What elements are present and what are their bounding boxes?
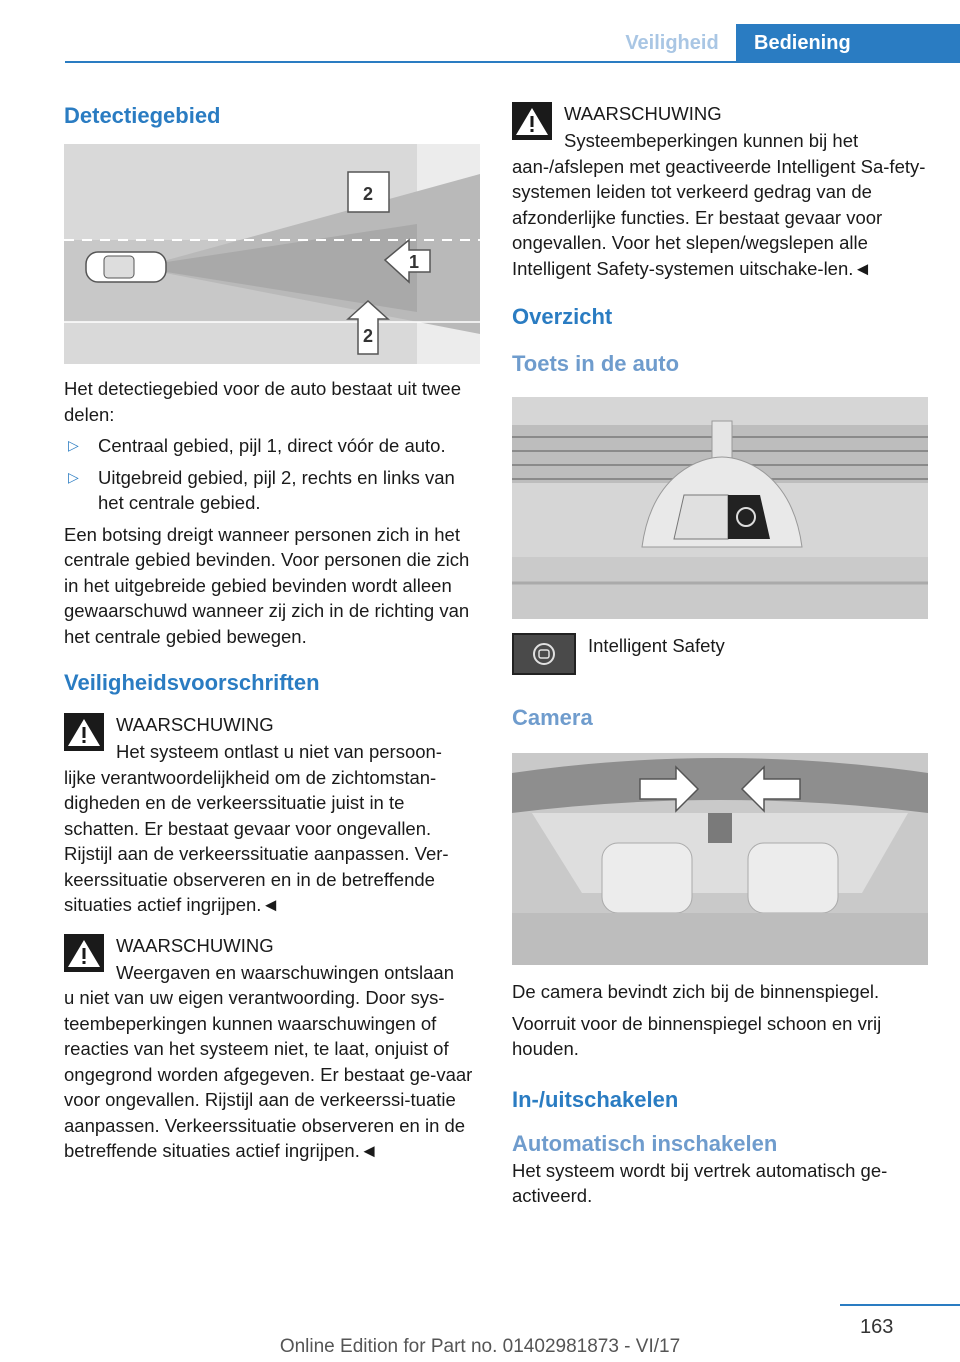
arrow1-label: 1 bbox=[408, 252, 420, 272]
heading-veiligheidsvoorschriften: Veiligheidsvoorschriften bbox=[64, 670, 320, 695]
detection-intro: Het detectiegebied voor de auto bestaat uit twee delen: bbox=[64, 378, 461, 425]
camera-paragraph-2: Voorruit voor de binnenspiegel schoon en vrij houden. bbox=[512, 1012, 882, 1059]
list-item: ▷ Centraal gebied, pijl 1, direct vóór de auto. bbox=[64, 433, 480, 459]
edition-line: Online Edition for Part no. 01402981873 - VI/17 bbox=[279, 1336, 681, 1357]
triangle-bullet-icon: ▷ bbox=[68, 437, 79, 453]
subheading-toets: Toets in de auto bbox=[512, 351, 680, 376]
intelligent-safety-button-icon bbox=[512, 633, 576, 675]
detection-paragraph: Een botsing dreigt wanneer personen zich in het centrale gebied bevinden. Voor personen die zich in het uitgebreide gebied bevinden wordt alleen gewaarschuwd wanneer zij zich in de richting van het centrale gebied bewegen. bbox=[64, 523, 470, 647]
warning-title: WAARSCHUWING bbox=[116, 934, 274, 956]
warning-text-rest: aan-/afslepen met geactiveerde Intelligent Sa-fety-systemen leiden tot verkeerd gedrag van de afzonderlijke functies. Er bestaat gevaar voor ongevallen. Voor het slepen/wegslepen alle Intelligent Safety-systemen uitschake-len.◄ bbox=[512, 155, 926, 279]
warning-triangle-icon bbox=[64, 713, 104, 751]
header-tab-veiligheid[interactable]: Veiligheid bbox=[625, 32, 719, 54]
camera-paragraph-1: De camera bevindt zich bij de binnenspiegel. bbox=[512, 981, 880, 1002]
warning-text-first: Weergaven en waarschuwingen ontslaan bbox=[116, 961, 455, 983]
warning-block-2 bbox=[64, 932, 480, 1164]
button-in-car-figure bbox=[512, 397, 928, 619]
heading-detectiegebied: Detectiegebied bbox=[64, 103, 221, 128]
intelligent-safety-button-row bbox=[512, 633, 928, 675]
list-item: ▷ Uitgebreid gebied, pijl 2, rechts en links van het centrale gebied. bbox=[68, 466, 455, 513]
warning-title: WAARSCHUWING bbox=[564, 103, 722, 124]
camera-figure bbox=[512, 753, 928, 965]
left-column bbox=[64, 96, 480, 1178]
auto-paragraph: Het systeem wordt bij vertrek automatisch ge-activeerd. bbox=[512, 1159, 888, 1206]
warning-text-first: Het systeem ontlast u niet van persoon- bbox=[116, 741, 442, 762]
footer-rule bbox=[840, 1304, 960, 1306]
heading-overzicht: Overzicht bbox=[512, 304, 613, 329]
warning-block-1 bbox=[64, 711, 480, 918]
triangle-bullet-icon: ▷ bbox=[68, 468, 79, 485]
subheading-camera: Camera bbox=[512, 705, 593, 730]
subheading-automatisch: Automatisch inschakelen bbox=[512, 1130, 778, 1156]
header-tab-bediening[interactable]: Bediening bbox=[736, 24, 960, 62]
arrow2-top-label: 2 bbox=[362, 184, 374, 204]
header-rule bbox=[65, 61, 960, 63]
warning-triangle-icon bbox=[64, 934, 104, 972]
warning-title: WAARSCHUWING bbox=[116, 714, 274, 735]
page-number: 163 bbox=[860, 1316, 894, 1338]
warning-triangle-icon bbox=[512, 102, 552, 140]
detection-bullets bbox=[64, 433, 480, 516]
warning-text-rest: lijke verantwoordelijkheid om de zichtomstan-digheden en de verkeerssituatie juist in te schatten. Er bestaat gevaar voor ongevallen. Rijstijl aan de verkeerssituatie aanpassen. Ver-keerssituatie observeren en in de betreffende situaties actief ingrijpen.◄ bbox=[64, 766, 449, 915]
warning-text-first: Systeembeperkingen kunnen bij het bbox=[564, 130, 859, 151]
car-icon bbox=[86, 252, 166, 282]
warning-block-3 bbox=[512, 100, 928, 281]
heading-in-uitschakelen: In-/uitschakelen bbox=[512, 1086, 679, 1112]
warning-text-rest: u niet van uw eigen verantwoording. Door sys-teembeperkingen kunnen waarschuwingen of reacties van het systeem niet, te laat, onjuist of ongegrond worden afgegeven. Er bestaat ge-vaar voor ongevallen. Rijstijl aan de verkeerssi-tuatie aanpassen. Verkeerssituatie observeren en in de betreffende situaties actief ingrijpen.◄ bbox=[64, 987, 473, 1161]
detection-area-figure bbox=[64, 144, 480, 364]
right-column bbox=[512, 96, 928, 1215]
arrow2-bottom-label: 2 bbox=[362, 326, 374, 346]
intelligent-safety-label: Intelligent Safety bbox=[588, 635, 725, 656]
